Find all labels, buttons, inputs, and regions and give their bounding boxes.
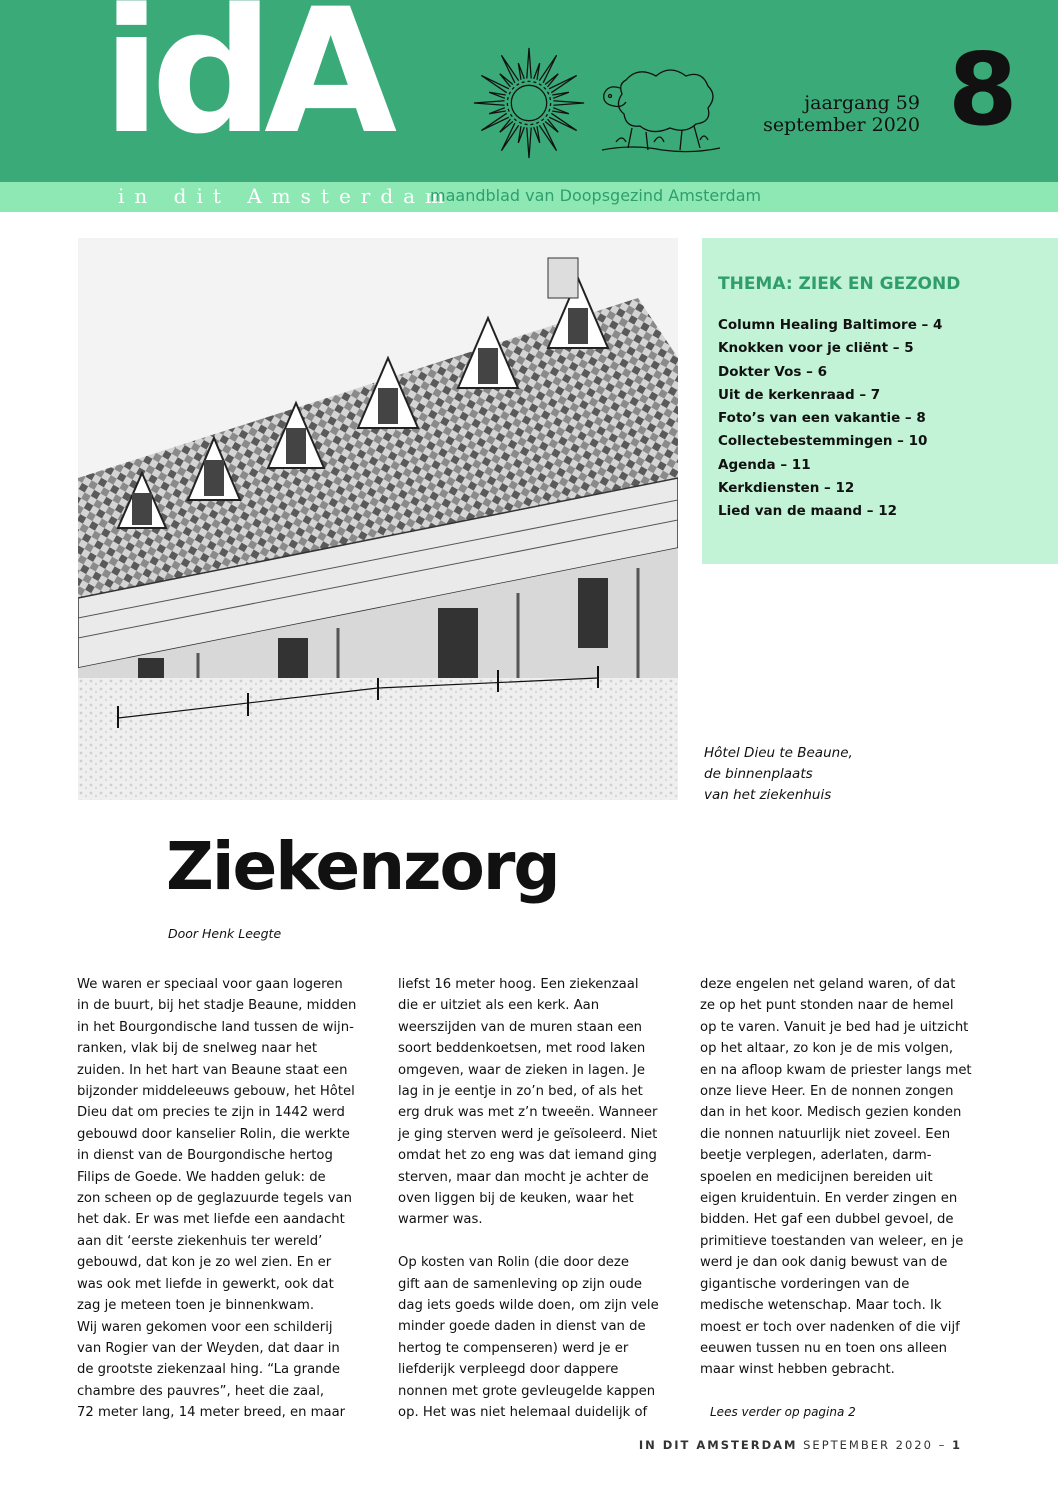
article-line: was ook met liefde in gewerkt, ook dat: [77, 1276, 334, 1292]
article-line: nonnen met grote gevleugelde kappen: [398, 1383, 656, 1399]
sun-ray: [489, 108, 506, 114]
article-line: medische wetenschap. Maar toch. Ik: [700, 1298, 942, 1314]
caption-line: Hôtel Dieu te Beaune,: [704, 745, 853, 761]
sun-ray: [534, 63, 540, 80]
table-of-contents: [702, 238, 1058, 564]
article-line: hertog te compenseren) werd je er: [398, 1340, 629, 1356]
article-line: in dienst van de Bourgondische hertog: [77, 1148, 333, 1164]
article-line: We waren er speciaal voor gaan logeren: [77, 977, 343, 992]
footer-separator: –: [938, 1438, 947, 1452]
issue-info: [763, 92, 920, 136]
article-line: warmer was.: [398, 1212, 483, 1228]
article-line: 72 meter lang, 14 meter breed, en maar: [77, 1405, 346, 1421]
hotel-dieu-photo: [78, 238, 678, 800]
sun-ray: [552, 92, 569, 98]
article-line: Filips de Goede. We hadden geluk: de: [77, 1169, 326, 1185]
page-number: 1: [951, 1438, 962, 1452]
article-line: in het Bourgondische land tussen de wijn-: [77, 1019, 354, 1035]
article-line: zag je meteen toen je binnenkwam.: [77, 1298, 315, 1314]
article-line: Dieu dat om precies te zijn in 1442 werd: [77, 1105, 345, 1121]
article-line: het dak. Er was met liefde een aandacht: [77, 1212, 345, 1228]
article-line: omgeven, waar de zieken in lagen. Je: [398, 1062, 646, 1078]
article-line: die er uitziet als een kerk. Aan: [398, 998, 600, 1014]
article-line: zon scheen op de geglazuurde tegels van: [77, 1191, 352, 1207]
article-line: Op kosten van Rolin (die door deze: [398, 1255, 629, 1271]
article-line: dag iets goeds wilde doen, om zijn vele: [398, 1298, 659, 1314]
photo-caption: [704, 743, 904, 806]
article-line: chambre des pauvres”, heet die zaal,: [77, 1383, 325, 1399]
article-byline: Door Henk Leegte: [168, 926, 282, 941]
continued-note: Lees verder op pagina 2: [710, 1405, 856, 1419]
article-line: maar winst hebben gebracht.: [700, 1362, 895, 1378]
article-line: zuiden. In het hart van Beaune staat een: [77, 1062, 348, 1078]
article-line: Wij waren gekomen voor een schilderij: [77, 1319, 333, 1335]
article-line: ranken, vlak bij de snelweg naar het: [77, 1041, 318, 1057]
toc-item: Collectebestemmingen – 10: [718, 433, 928, 450]
article-line: je ging sterven werd je geïsoleerd. Niet: [398, 1126, 658, 1142]
caption-line: van het ziekenhuis: [704, 787, 832, 803]
article-line: liefst 16 meter hoog. Een ziekenzaal: [398, 977, 639, 992]
article-line: lag in je eentje in zo’n bed, of als het: [398, 1084, 643, 1100]
article-line: eeuwen tussen nu en toen ons alleen: [700, 1340, 947, 1356]
toc-list: [718, 314, 942, 524]
masthead-tagline: maandblad van Doopsgezind Amsterdam: [430, 186, 762, 205]
toc-item: Dokter Vos – 6: [718, 363, 827, 380]
article-line: aan dit ‘eerste ziekenhuis ter wereld’: [77, 1233, 323, 1249]
sun-ray: [534, 126, 540, 143]
caption-line: de binnenplaats: [704, 766, 813, 782]
article-column-3: [700, 974, 990, 1381]
article-line: sterven, maar dan mocht je achter de: [398, 1169, 649, 1185]
article-line: moest er toch over nadenken of die vijf: [700, 1319, 960, 1335]
article-line: liefderijk verpleegd door dappere: [398, 1362, 619, 1378]
sun-ray: [552, 108, 569, 114]
article-line: die nonnen natuurlijk niet zoveel. Een: [700, 1126, 951, 1142]
article-line: op te varen. Vanuit je bed had je uitzicht: [700, 1019, 969, 1035]
article-paragraph: [77, 974, 377, 1424]
article-line: werd je dan ook danig bewust van de: [700, 1255, 948, 1271]
article-column-1: [77, 974, 377, 1424]
article-column-2: [398, 974, 684, 1424]
toc-item: Lied van de maand – 12: [718, 503, 897, 520]
footer-date: SEPTEMBER 2020: [803, 1438, 933, 1452]
article-line: gift aan de samenleving op zijn oude: [398, 1276, 642, 1292]
volume-label: jaargang 59: [804, 92, 920, 114]
sun-ray: [489, 92, 506, 98]
logo-subtitle: in dit Amsterdam: [118, 184, 455, 208]
sun-ray: [527, 127, 531, 158]
article-paragraph: [700, 974, 990, 1381]
article-line: gebouwd door kanselier Rolin, die werkte: [77, 1126, 350, 1142]
article-line: ze op het punt stonden naar de hemel: [700, 998, 954, 1014]
issue-number: 8: [948, 31, 1018, 148]
article-line: gigantische vorderingen van de: [700, 1276, 910, 1292]
article-line: beetje verplegen, aderlaten, darm-: [700, 1148, 932, 1164]
article-line: eigen kruidentuin. En verder zingen en: [700, 1191, 958, 1207]
lamb-icon: [596, 58, 722, 154]
sun-ray: [527, 48, 531, 79]
issue-date: september 2020: [763, 114, 920, 136]
toc-item: Uit de kerkenraad – 7: [718, 386, 881, 403]
article-line: minder goede daden in dienst van de: [398, 1319, 646, 1335]
toc-item: Foto’s van een vakantie – 8: [718, 410, 926, 427]
article-paragraph: [398, 1252, 684, 1423]
article-line: in de buurt, bij het stadje Beaune, midden: [77, 998, 357, 1014]
toc-item: Column Healing Baltimore – 4: [718, 317, 943, 333]
sun-icon: [470, 44, 588, 162]
article-line: oven liggen bij de keuken, waar het: [398, 1191, 634, 1207]
article-line: bijzonder middeleeuws gebouw, het Hôtel: [77, 1084, 355, 1100]
toc-item: Knokken voor je cliënt – 5: [718, 340, 914, 357]
toc-item: Kerkdiensten – 12: [718, 480, 855, 497]
page-footer: [639, 1438, 962, 1452]
sun-ray: [518, 126, 524, 143]
cover-photo: [78, 238, 678, 800]
article-title: Ziekenzorg: [166, 828, 559, 905]
article-line: deze engelen net geland waren, of dat: [700, 977, 956, 992]
article-line: omdat het zo eng was dat iemand ging: [398, 1148, 657, 1164]
masthead-logo: idA: [102, 0, 388, 172]
sun-ray: [474, 101, 505, 105]
article-line: erg druk was met z’n tweeën. Wanneer: [398, 1105, 658, 1121]
article-line: bidden. Het gaf een dubbel gevoel, de: [700, 1212, 954, 1228]
article-line: gebouwd, dat kon je zo wel zien. En er: [77, 1255, 332, 1271]
article-line: van Rogier van der Weyden, dat daar in: [77, 1340, 340, 1356]
toc-item: Agenda – 11: [718, 456, 811, 473]
article-line: op het altaar, zo kon je de mis volgen,: [700, 1041, 954, 1057]
article-line: weerszijden van de muren staan een: [398, 1019, 643, 1035]
article-line: op. Het was niet helemaal duidelijk of: [398, 1405, 648, 1421]
article-line: onze lieve Heer. En de nonnen zongen: [700, 1084, 954, 1100]
article-line: de grootste ziekenzaal hing. “La grande: [77, 1362, 341, 1378]
sun-ray: [518, 63, 524, 80]
article-line: soort beddenkoetsen, met rood laken: [398, 1041, 646, 1057]
footer-publication: IN DIT AMSTERDAM: [638, 1438, 798, 1452]
article-line: en na afloop kwam de priester langs met: [700, 1062, 972, 1078]
sun-ray: [553, 101, 584, 105]
article-line: dan in het koor. Medisch gezien konden: [700, 1105, 962, 1121]
toc-title: THEMA: ZIEK EN GEZOND: [718, 274, 961, 294]
article-line: spoelen en medicijnen bereiden uit: [700, 1169, 933, 1185]
article-paragraph: [398, 974, 684, 1231]
article-line: primitieve toestanden van weleer, en je: [700, 1233, 964, 1249]
